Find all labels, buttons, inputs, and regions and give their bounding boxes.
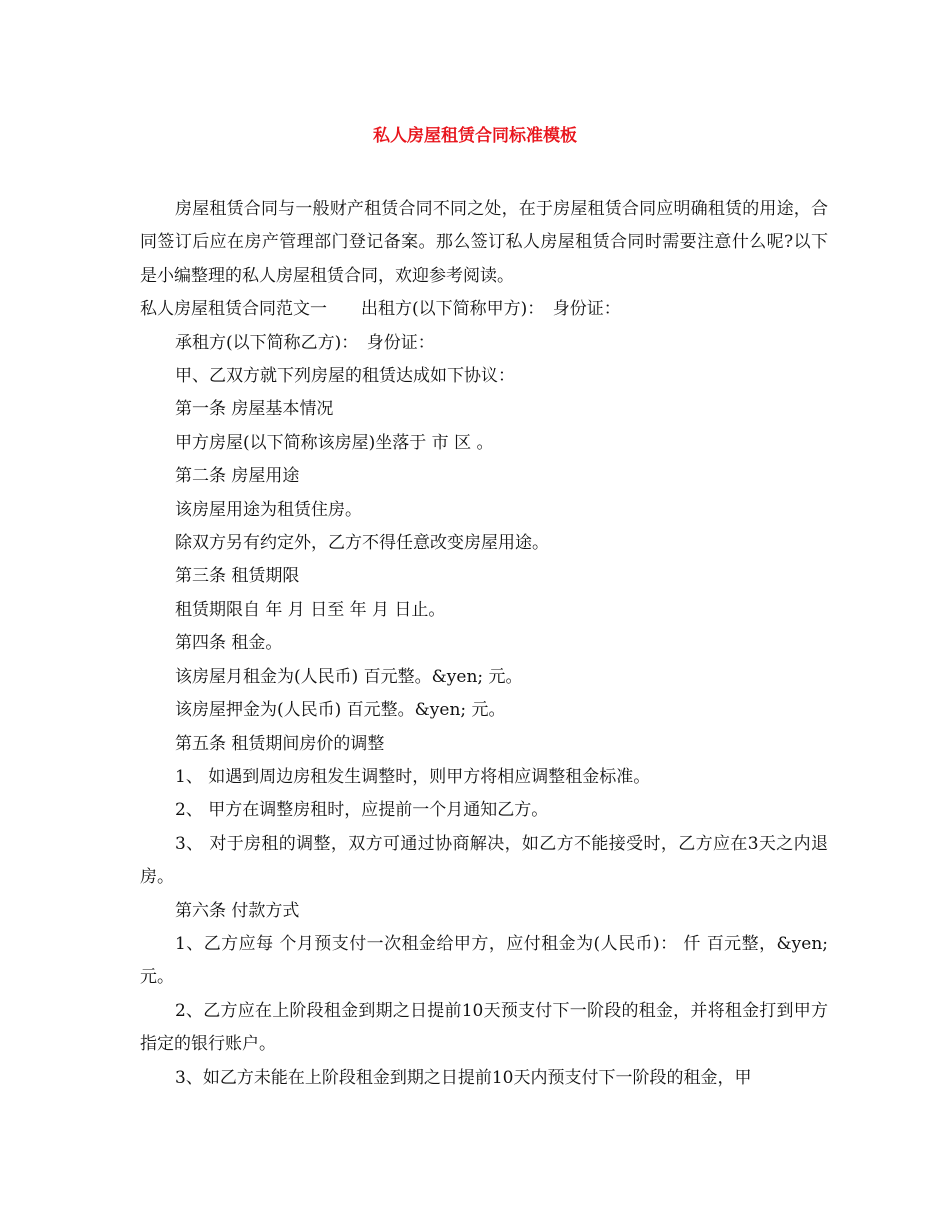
clause-2-heading: 第二条 房屋用途 <box>175 466 300 487</box>
paragraph-parties-lessor: 私人房屋租赁合同范文一 出租方(以下简称甲方)： 身份证： <box>140 299 621 320</box>
clause-3-heading: 第三条 租赁期限 <box>175 566 300 587</box>
clause-5-item-1: 1、 如遇到周边房租发生调整时，则甲方将相应调整租金标准。 <box>175 766 651 787</box>
clause-5-item-2: 2、 甲方在调整房租时，应提前一个月通知乙方。 <box>175 800 549 821</box>
clause-3-term: 租赁期限自 年 月 日至 年 月 日止。 <box>175 599 446 620</box>
clause-2-restriction: 除双方另有约定外，乙方不得任意改变房屋用途。 <box>175 533 549 554</box>
clause-4-monthly-rent: 该房屋月租金为(人民币) 百元整。&yen; 元。 <box>175 666 523 687</box>
paragraph-agreement: 甲、乙双方就下列房屋的租赁达成如下协议： <box>175 366 515 387</box>
clause-2-purpose: 该房屋用途为租赁住房。 <box>175 499 362 520</box>
clause-6-item-1: 1、乙方应每 个月预支付一次租金给甲方，应付租金为(人民币)： 仟 百元整，&yen; 元。 <box>140 933 834 988</box>
paragraph-intro: 房屋租赁合同与一般财产租赁合同不同之处，在于房屋租赁合同应明确租赁的用途，合同签订后应在房产管理部门登记备案。那么签订私人房屋租赁合同时需要注意什么呢?以下是小编整理的私人房屋租赁合同，欢迎参考阅读。 <box>140 199 828 286</box>
clause-6-item-2: 2、乙方应在上阶段租金到期之日提前10天预支付下一阶段的租金，并将租金打到甲方指定的银行账户。 <box>140 1000 828 1055</box>
paragraph-parties-lessee: 承租方(以下简称乙方)： 身份证： <box>175 332 435 353</box>
document-body <box>140 193 834 1095</box>
clause-6-heading: 第六条 付款方式 <box>175 900 300 921</box>
clause-4-deposit: 该房屋押金为(人民币) 百元整。&yen; 元。 <box>175 700 506 721</box>
document-title: 私人房屋租赁合同标准模板 <box>373 126 577 146</box>
clause-1-heading: 第一条 房屋基本情况 <box>175 399 334 420</box>
clause-5-item-3: 3、 对于房租的调整，双方可通过协商解决，如乙方不能接受时，乙方应在3天之内退房。 <box>140 833 828 888</box>
clause-1-location: 甲方房屋(以下简称该房屋)坐落于 市 区 。 <box>175 432 494 453</box>
clause-4-heading: 第四条 租金。 <box>175 633 283 654</box>
clause-6-item-3: 3、如乙方未能在上阶段租金到期之日提前10天内预支付下一阶段的租金，甲 <box>175 1067 752 1088</box>
clause-5-heading: 第五条 租赁期间房价的调整 <box>175 733 385 754</box>
